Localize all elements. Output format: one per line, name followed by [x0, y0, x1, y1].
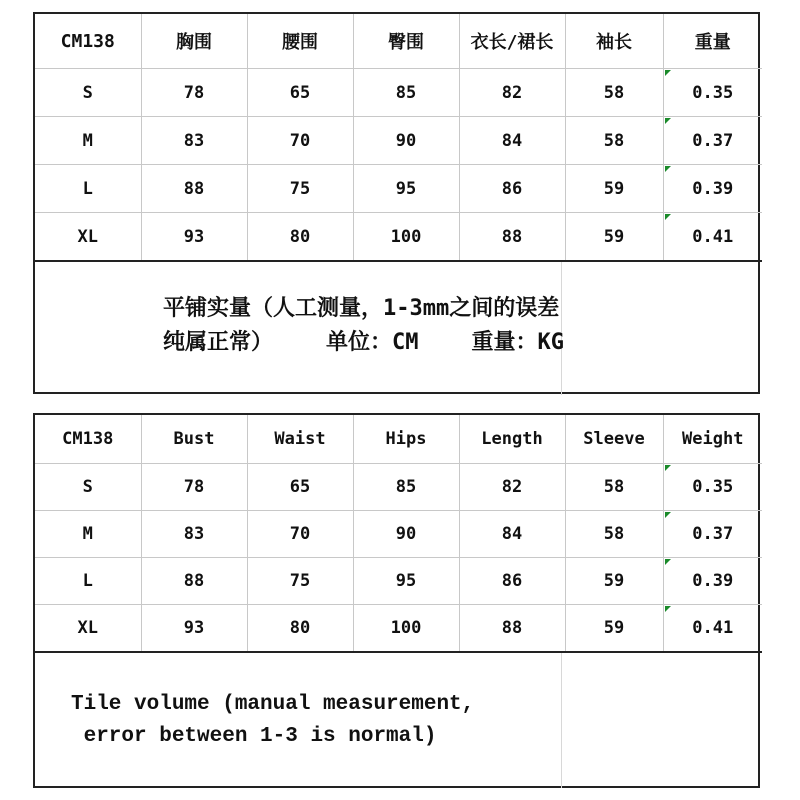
- cell-marker: [665, 70, 671, 76]
- table-cell: 88: [141, 165, 247, 213]
- cell-marker: [665, 118, 671, 124]
- table-cell: 82: [459, 464, 565, 511]
- size-chart-chinese: [33, 12, 760, 394]
- cell-marker: [665, 606, 671, 612]
- note-area: [35, 262, 758, 395]
- table-row: [35, 464, 762, 511]
- header-cell: 腰围: [247, 14, 353, 69]
- table-cell: 100: [353, 605, 459, 653]
- weight-value: 0.35: [692, 477, 734, 497]
- table-cell: 80: [247, 213, 353, 262]
- header-cell: Waist: [247, 415, 353, 464]
- size-chart-english: [33, 413, 760, 788]
- cell-marker: [665, 512, 671, 518]
- header-cell: Weight: [663, 415, 762, 464]
- table-row: [35, 511, 762, 558]
- header-row: [35, 415, 762, 464]
- table-cell: 58: [565, 464, 663, 511]
- size-label-cell: XL: [35, 213, 141, 262]
- table-cell: 59: [565, 558, 663, 605]
- table-cell: 65: [247, 69, 353, 117]
- table-cell: 83: [141, 511, 247, 558]
- header-cell: 袖长: [565, 14, 663, 69]
- table-cell: 85: [353, 69, 459, 117]
- header-cell: Hips: [353, 415, 459, 464]
- table-cell: 58: [565, 69, 663, 117]
- table-cell: 86: [459, 558, 565, 605]
- table-cell: [663, 213, 762, 262]
- size-label-cell: L: [35, 558, 141, 605]
- table-cell: 59: [565, 165, 663, 213]
- table-cell: 58: [565, 511, 663, 558]
- table-row: [35, 165, 762, 213]
- header-cell: 臀围: [353, 14, 459, 69]
- table-cell: [663, 558, 762, 605]
- table-cell: 70: [247, 117, 353, 165]
- table-cell: 80: [247, 605, 353, 653]
- table-cell: 88: [141, 558, 247, 605]
- weight-value: 0.37: [692, 524, 734, 544]
- cell-marker: [665, 559, 671, 565]
- weight-value: 0.41: [692, 618, 734, 638]
- cell-marker: [665, 214, 671, 220]
- header-row: [35, 14, 762, 69]
- table-cell: [663, 117, 762, 165]
- table-cell: 78: [141, 464, 247, 511]
- size-label-cell: M: [35, 511, 141, 558]
- table-cell: 85: [353, 464, 459, 511]
- table-row: [35, 605, 762, 653]
- header-cell: CM138: [35, 14, 141, 69]
- measurement-note: Tile volume (manual measurement, error between 1-3 is normal): [71, 693, 475, 748]
- cell-marker: [665, 465, 671, 471]
- table-cell: [663, 165, 762, 213]
- table-cell: 78: [141, 69, 247, 117]
- table-cell: 90: [353, 511, 459, 558]
- table-cell: 59: [565, 605, 663, 653]
- measurement-note: 平铺实量（人工测量，1-3mm之间的误差 纯属正常） 单位：CM 重量：KG: [163, 296, 564, 355]
- table-cell: 90: [353, 117, 459, 165]
- header-cell: Bust: [141, 415, 247, 464]
- table-cell: [663, 464, 762, 511]
- table-cell: 84: [459, 117, 565, 165]
- weight-value: 0.37: [692, 130, 734, 151]
- table-cell: 88: [459, 213, 565, 262]
- table-cell: 95: [353, 165, 459, 213]
- table-row: [35, 558, 762, 605]
- weight-value: 0.39: [692, 571, 734, 591]
- table-cell: 75: [247, 165, 353, 213]
- size-table: [35, 415, 762, 653]
- size-table: [35, 14, 762, 262]
- weight-value: 0.35: [692, 82, 734, 103]
- header-cell: 衣长/裙长: [459, 14, 565, 69]
- table-cell: [663, 605, 762, 653]
- table-cell: 83: [141, 117, 247, 165]
- size-label-cell: XL: [35, 605, 141, 653]
- table-cell: 65: [247, 464, 353, 511]
- table-cell: 88: [459, 605, 565, 653]
- table-cell: [663, 511, 762, 558]
- table-row: [35, 69, 762, 117]
- size-label-cell: M: [35, 117, 141, 165]
- table-cell: 95: [353, 558, 459, 605]
- table-cell: 93: [141, 605, 247, 653]
- header-cell: 重量: [663, 14, 762, 69]
- header-cell: CM138: [35, 415, 141, 464]
- table-row: [35, 117, 762, 165]
- size-label-cell: L: [35, 165, 141, 213]
- table-cell: 82: [459, 69, 565, 117]
- size-label-cell: S: [35, 464, 141, 511]
- divider: [561, 653, 562, 788]
- table-cell: 84: [459, 511, 565, 558]
- table-cell: 70: [247, 511, 353, 558]
- weight-value: 0.39: [692, 178, 734, 199]
- weight-value: 0.41: [692, 226, 734, 247]
- header-cell: Sleeve: [565, 415, 663, 464]
- table-cell: 100: [353, 213, 459, 262]
- table-cell: 59: [565, 213, 663, 262]
- table-cell: 58: [565, 117, 663, 165]
- table-row: [35, 213, 762, 262]
- note-area: [35, 653, 758, 788]
- table-cell: 93: [141, 213, 247, 262]
- cell-marker: [665, 166, 671, 172]
- table-cell: [663, 69, 762, 117]
- header-cell: 胸围: [141, 14, 247, 69]
- size-label-cell: S: [35, 69, 141, 117]
- table-cell: 86: [459, 165, 565, 213]
- table-cell: 75: [247, 558, 353, 605]
- header-cell: Length: [459, 415, 565, 464]
